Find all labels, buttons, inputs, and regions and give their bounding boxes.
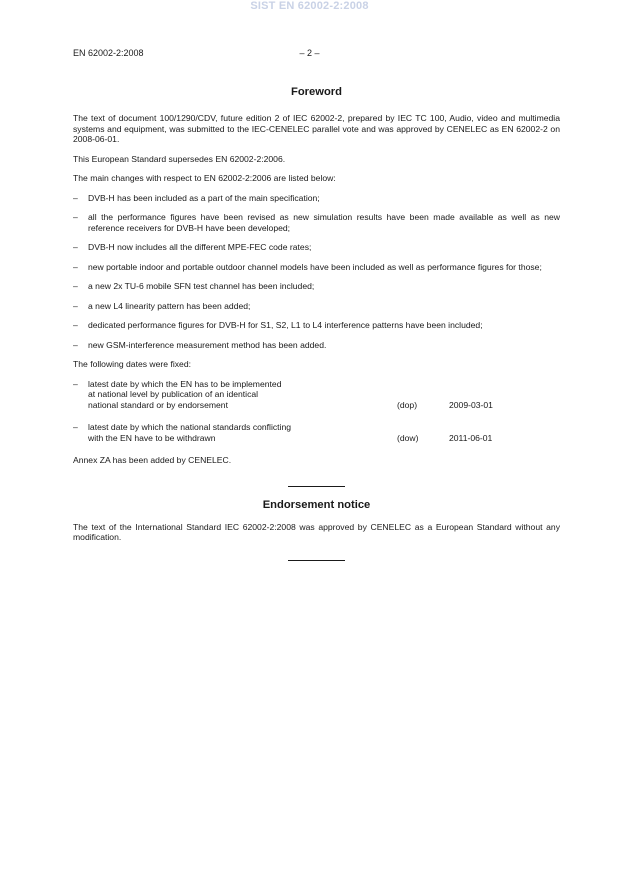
annex-note: Annex ZA has been added by CENELEC. xyxy=(73,455,232,465)
bullet-dash: – xyxy=(73,212,78,222)
list-item-text: new portable indoor and portable outdoor channel models have been included as well as performance figures for those; xyxy=(88,261,542,272)
date-description-line: latest date by which the national standards conflicting xyxy=(88,422,292,432)
list-item xyxy=(73,340,560,351)
bullet-dash: – xyxy=(73,242,78,252)
bullet-dash: – xyxy=(73,378,78,389)
list-item xyxy=(73,193,560,204)
date-abbreviation xyxy=(397,379,449,411)
list-item xyxy=(73,262,560,273)
date-value-text: 2011-06-01 xyxy=(449,432,493,443)
document-id: EN 62002-2:2008 xyxy=(73,48,144,58)
dates-intro: The following dates were fixed: xyxy=(73,359,191,369)
date-value-text: 2009-03-01 xyxy=(449,399,493,410)
date-description-line: latest date by which the EN has to be implemented xyxy=(88,378,282,389)
list-item xyxy=(73,301,560,312)
date-description xyxy=(88,422,397,443)
changes-list xyxy=(73,193,560,351)
endorsement-title: Endorsement notice xyxy=(262,498,371,511)
list-item xyxy=(73,281,560,292)
bullet-dash: – xyxy=(73,300,78,311)
list-item-text: new GSM-interference measurement method has been added. xyxy=(88,339,327,350)
list-item xyxy=(73,212,560,233)
list-item-text: dedicated performance figures for DVB-H for S1, S2, L1 to L4 interference patterns have been included; xyxy=(88,320,483,330)
list-item-text: DVB-H has been included as a part of the main specification; xyxy=(88,192,320,203)
date-description xyxy=(88,379,397,411)
date-row-dop xyxy=(73,379,560,411)
watermark: SIST EN 62002-2:2008 xyxy=(250,0,369,12)
endorsement-text: The text of the International Standard IEC 62002-2:2008 was approved by CENELEC as a European Standard without any modification. xyxy=(73,521,560,542)
date-value xyxy=(449,379,493,411)
bullet-dash: – xyxy=(73,281,78,291)
bullet-dash: – xyxy=(73,192,78,203)
date-description-line: with the EN have to be withdrawn xyxy=(88,432,216,443)
section-divider xyxy=(288,486,345,487)
list-item-text: a new 2x TU-6 mobile SFN test channel has been included; xyxy=(88,281,315,291)
date-row-dow xyxy=(73,422,560,443)
date-description-line: at national level by publication of an identical xyxy=(88,389,259,399)
list-item xyxy=(73,320,560,331)
changes-intro: The main changes with respect to EN 62002-2:2006 are listed below: xyxy=(73,173,336,183)
bullet-dash: – xyxy=(73,320,78,330)
list-item-text: a new L4 linearity pattern has been added; xyxy=(88,300,251,311)
bullet-dash: – xyxy=(73,261,78,272)
list-item xyxy=(73,242,560,253)
supersedes-text: This European Standard supersedes EN 62002-2:2006. xyxy=(73,153,286,164)
bullet-dash: – xyxy=(73,422,78,432)
abbreviation-text: (dow) xyxy=(397,432,419,443)
section-divider xyxy=(288,560,345,561)
date-value xyxy=(449,422,492,443)
list-item-text: all the performance figures have been revised as new simulation results have been made available as well as new reference receivers for DVB-H have been developed; xyxy=(88,212,560,233)
foreword-title: Foreword xyxy=(291,86,342,98)
date-abbreviation xyxy=(397,422,449,443)
page-content xyxy=(73,86,560,561)
list-item-text: DVB-H now includes all the different MPE-FEC code rates; xyxy=(88,242,312,252)
date-description-line: national standard or by endorsement xyxy=(88,399,228,410)
bullet-dash: – xyxy=(73,339,78,350)
abbreviation-text: (dop) xyxy=(397,399,418,410)
foreword-intro: The text of document 100/1290/CDV, future edition 2 of IEC 62002-2, prepared by IEC TC 100, Audio, video and multimedia systems and equipment, was submitted to the IEC-CENELEC parallel vote and was approved by CENELEC as EN 62002-2 on 2008-06-01. xyxy=(73,113,560,144)
page-number: – 2 – xyxy=(299,48,320,58)
